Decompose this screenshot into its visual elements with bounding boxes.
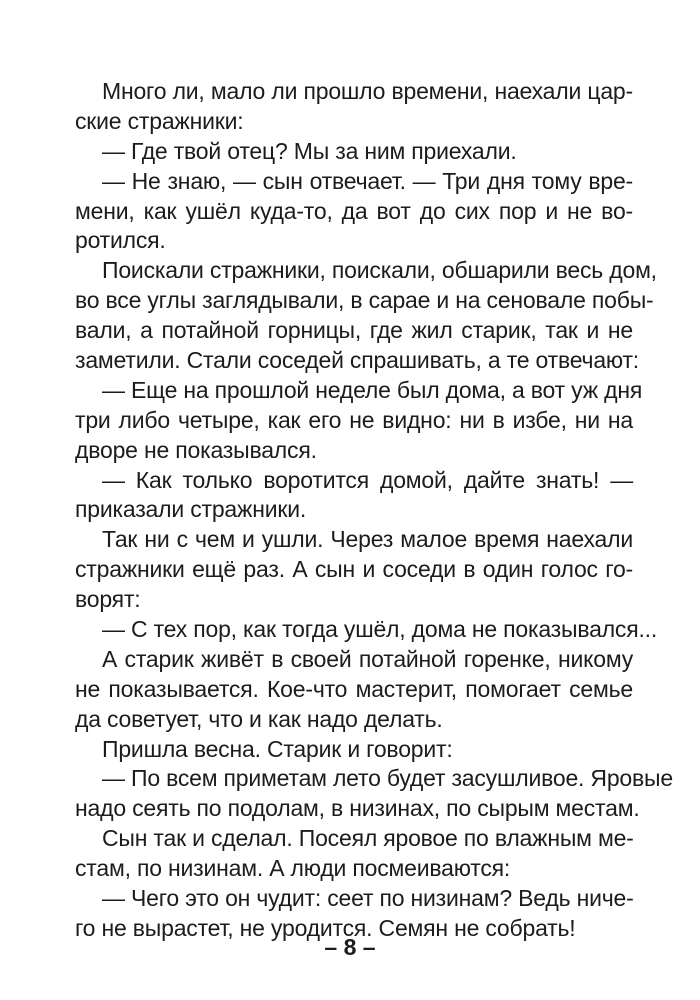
text-line: три либо четыре, как его не видно: ни в избе, ни на — [75, 406, 633, 433]
text-line: ворят: — [75, 586, 141, 613]
text-line: А старик живёт в своей потайной горенке, никому — [102, 645, 633, 672]
text-line: го не вырастет, не уродится. Семян не собрать! — [75, 914, 576, 941]
text-line: да советует, что и как надо делать. — [75, 705, 443, 732]
text-line: — Не знаю, — сын отвечает. — Три дня тому вре- — [102, 167, 633, 194]
page-number: – 8 – — [324, 934, 376, 960]
text-line: не показывается. Кое-что мастерит, помогает семье — [75, 675, 633, 702]
text-line: ротился. — [75, 227, 166, 254]
text-line: Много ли, мало ли прошло времени, наехали цар- — [102, 78, 633, 104]
text-line: приказали стражники. — [75, 496, 307, 523]
text-line: Так ни с чем и ушли. Через малое время наехали — [102, 526, 633, 553]
text-line: мени, как ушёл куда-то, да вот до сих пор и не во- — [75, 197, 633, 224]
text-line: дворе не показывался. — [75, 436, 317, 463]
text-line: — Где твой отец? Мы за ним приехали. — [102, 137, 517, 164]
text-line: стражники ещё раз. А сын и соседи в один голос го- — [75, 556, 633, 583]
text-line: — С тех пор, как тогда ушёл, дома не показывался... — [102, 616, 658, 643]
text-line: Поискали стражники, поискали, обшарили весь дом, — [102, 257, 657, 284]
text-line: Сын так и сделал. Посеял яровое по влажным ме- — [102, 825, 634, 852]
text-line: ские стражники: — [75, 107, 244, 134]
text-line: заметили. Стали соседей спрашивать, а те отвечают: — [75, 347, 640, 374]
text-line: вали, а потайной горницы, где жил старик, так и не — [75, 317, 633, 344]
text-line: — По всем приметам лето будет засушливое. Яровые — [102, 765, 673, 792]
text-line: надо сеять по подолам, в низинах, по сырым местам. — [75, 795, 640, 822]
page-body-text — [75, 77, 673, 944]
text-line: во все углы заглядывали, в сарае и на сеновале побы- — [75, 287, 654, 314]
text-line: — Как только воротится домой, дайте знать! — — [102, 466, 633, 493]
text-line: — Чего это он чудит: сеет по низинам? Ведь ниче- — [102, 885, 634, 912]
text-line: стам, по низинам. А люди посмеиваются: — [75, 855, 511, 882]
text-line: — Еще на прошлой неделе был дома, а вот уж дня — [102, 376, 643, 403]
text-line: Пришла весна. Старик и говорит: — [102, 735, 453, 762]
